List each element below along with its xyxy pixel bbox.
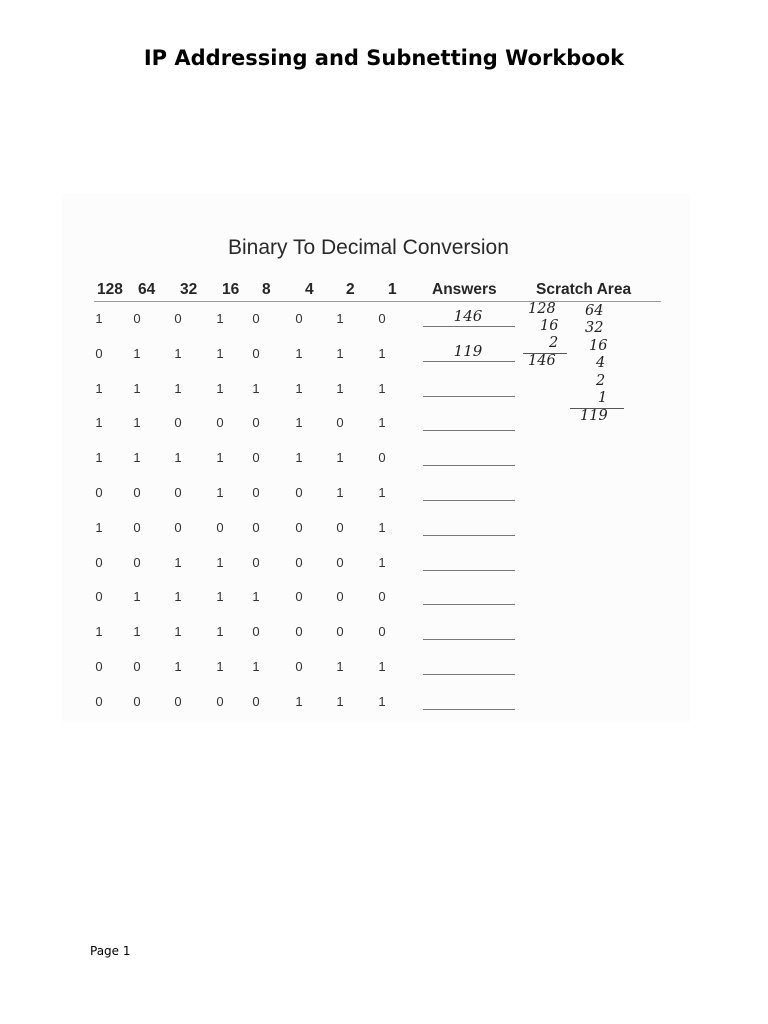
bit-cell: 0 (336, 554, 344, 570)
bit-cell: 1 (252, 659, 260, 674)
bit-cell: 1 (216, 450, 224, 466)
page-number: Page 1 (90, 944, 131, 958)
bit-cell: 1 (216, 554, 224, 570)
bit-cell: 0 (252, 450, 260, 466)
scratch-sum: 119 (580, 408, 608, 424)
place-value-header: 128 (97, 281, 123, 298)
bit-cell: 1 (174, 659, 182, 674)
bit-cell: 0 (252, 485, 260, 500)
bit-cell: 1 (133, 624, 141, 640)
bit-cell: 0 (252, 554, 260, 570)
bit-cell: 1 (133, 380, 141, 396)
bit-cell: 1 (295, 693, 303, 709)
answer-blank (423, 465, 515, 466)
scratch-sum: 146 (528, 353, 556, 369)
bit-cell: 1 (174, 345, 182, 361)
bit-cell: 1 (336, 311, 344, 326)
bit-cell: 1 (378, 485, 386, 500)
scratch-addend: 32 (585, 320, 604, 336)
bit-cell: 0 (174, 415, 182, 431)
answer-blank (423, 674, 515, 675)
bit-cell: 1 (336, 485, 344, 500)
bit-cell: 1 (252, 380, 260, 396)
bit-cell: 0 (95, 589, 103, 605)
bit-cell: 0 (295, 519, 303, 535)
bit-cell: 0 (252, 693, 260, 709)
scratch-addend: 2 (549, 335, 559, 351)
bit-cell: 0 (252, 624, 260, 640)
scratch-addend: 4 (596, 355, 606, 371)
bit-cell: 1 (336, 450, 344, 466)
bit-cell: 0 (295, 554, 303, 570)
answers-header: Answers (432, 281, 497, 298)
place-value-header: 2 (346, 281, 355, 298)
bit-cell: 1 (378, 380, 386, 396)
answer-blank (423, 361, 515, 362)
bit-cell: 1 (295, 345, 303, 361)
bit-cell: 1 (133, 345, 141, 361)
scratch-addend: 16 (540, 318, 559, 334)
bit-cell: 0 (378, 450, 386, 466)
bit-cell: 0 (295, 624, 303, 640)
bit-cell: 1 (378, 693, 386, 709)
bit-cell: 1 (336, 659, 344, 674)
bit-cell: 1 (295, 415, 303, 431)
document-title: IP Addressing and Subnetting Workbook (143, 46, 625, 70)
bit-cell: 1 (95, 519, 103, 535)
bit-cell: 0 (216, 415, 224, 431)
answer-blank (423, 604, 515, 605)
bit-cell: 1 (133, 450, 141, 466)
bit-cell: 0 (95, 554, 103, 570)
bit-cell: 1 (216, 380, 224, 396)
bit-cell: 1 (133, 589, 141, 605)
bit-cell: 1 (378, 659, 386, 674)
bit-cell: 1 (252, 589, 260, 605)
scratch-addend: 1 (598, 390, 608, 406)
place-value-header: 8 (262, 281, 271, 298)
bit-cell: 1 (216, 589, 224, 605)
answer-blank (423, 430, 515, 431)
bit-cell: 1 (216, 345, 224, 361)
worksheet-title: Binary To Decimal Conversion (228, 236, 509, 259)
place-value-header: 32 (180, 281, 198, 298)
answer-blank (423, 709, 515, 710)
bit-cell: 1 (336, 345, 344, 361)
answer-blank (423, 639, 515, 640)
bit-cell: 0 (295, 311, 303, 326)
bit-cell: 0 (95, 659, 103, 674)
bit-cell: 0 (252, 415, 260, 431)
bit-cell: 1 (133, 415, 141, 431)
bit-cell: 1 (378, 554, 386, 570)
place-value-header: 4 (305, 281, 314, 298)
bit-cell: 0 (95, 485, 103, 500)
answer-blank (423, 396, 515, 397)
bit-cell: 0 (336, 519, 344, 535)
bit-cell: 0 (133, 485, 141, 500)
bit-cell: 1 (216, 624, 224, 640)
bit-cell: 0 (252, 345, 260, 361)
bit-cell: 1 (378, 519, 386, 535)
bit-cell: 0 (252, 311, 260, 326)
bit-cell: 0 (336, 415, 344, 431)
answer-blank (423, 500, 515, 501)
bit-cell: 0 (295, 589, 303, 605)
scratch-addend: 64 (585, 303, 604, 319)
bit-cell: 0 (95, 693, 103, 709)
scratch-addend: 2 (596, 373, 606, 389)
bit-cell: 1 (336, 380, 344, 396)
bit-cell: 0 (216, 519, 224, 535)
answer-blank (423, 326, 515, 327)
bit-cell: 0 (378, 589, 386, 605)
bit-cell: 1 (295, 380, 303, 396)
bit-cell: 0 (378, 624, 386, 640)
bit-cell: 0 (133, 311, 141, 326)
bit-cell: 0 (216, 693, 224, 709)
scratch-area-header: Scratch Area (536, 281, 632, 298)
bit-cell: 0 (174, 485, 182, 500)
bit-cell: 1 (378, 415, 386, 431)
header-divider (94, 301, 661, 302)
bit-cell: 1 (95, 415, 103, 431)
bit-cell: 1 (336, 693, 344, 709)
bit-cell: 0 (133, 519, 141, 535)
answer-blank (423, 535, 515, 536)
bit-cell: 1 (95, 380, 103, 396)
bit-cell: 0 (174, 693, 182, 709)
bit-cell: 1 (378, 345, 386, 361)
bit-cell: 1 (216, 311, 224, 326)
bit-cell: 1 (174, 554, 182, 570)
place-value-header: 16 (222, 281, 240, 298)
bit-cell: 0 (295, 659, 303, 674)
answer-blank (423, 570, 515, 571)
scratch-addend: 16 (589, 338, 608, 354)
scratch-addend: 128 (528, 301, 556, 317)
bit-cell: 0 (174, 311, 182, 326)
bit-cell: 0 (95, 345, 103, 361)
bit-cell: 1 (295, 450, 303, 466)
bit-cell: 1 (95, 624, 103, 640)
bit-cell: 1 (216, 485, 224, 500)
bit-cell: 0 (336, 624, 344, 640)
bit-cell: 0 (295, 485, 303, 500)
bit-cell: 1 (95, 311, 103, 326)
answer-value: 146 (453, 307, 483, 325)
bit-cell: 0 (252, 519, 260, 535)
bit-cell: 0 (174, 519, 182, 535)
bit-cell: 1 (174, 450, 182, 466)
place-value-header: 64 (138, 281, 156, 298)
bit-cell: 0 (133, 659, 141, 674)
bit-cell: 1 (95, 450, 103, 466)
bit-cell: 0 (336, 589, 344, 605)
bit-cell: 1 (174, 589, 182, 605)
bit-cell: 0 (133, 693, 141, 709)
bit-cell: 1 (216, 659, 224, 674)
bit-cell: 0 (378, 311, 386, 326)
place-value-header: 1 (388, 281, 397, 298)
bit-cell: 0 (133, 554, 141, 570)
answer-value: 119 (453, 341, 483, 360)
bit-cell: 1 (174, 624, 182, 640)
bit-cell: 1 (174, 380, 182, 396)
